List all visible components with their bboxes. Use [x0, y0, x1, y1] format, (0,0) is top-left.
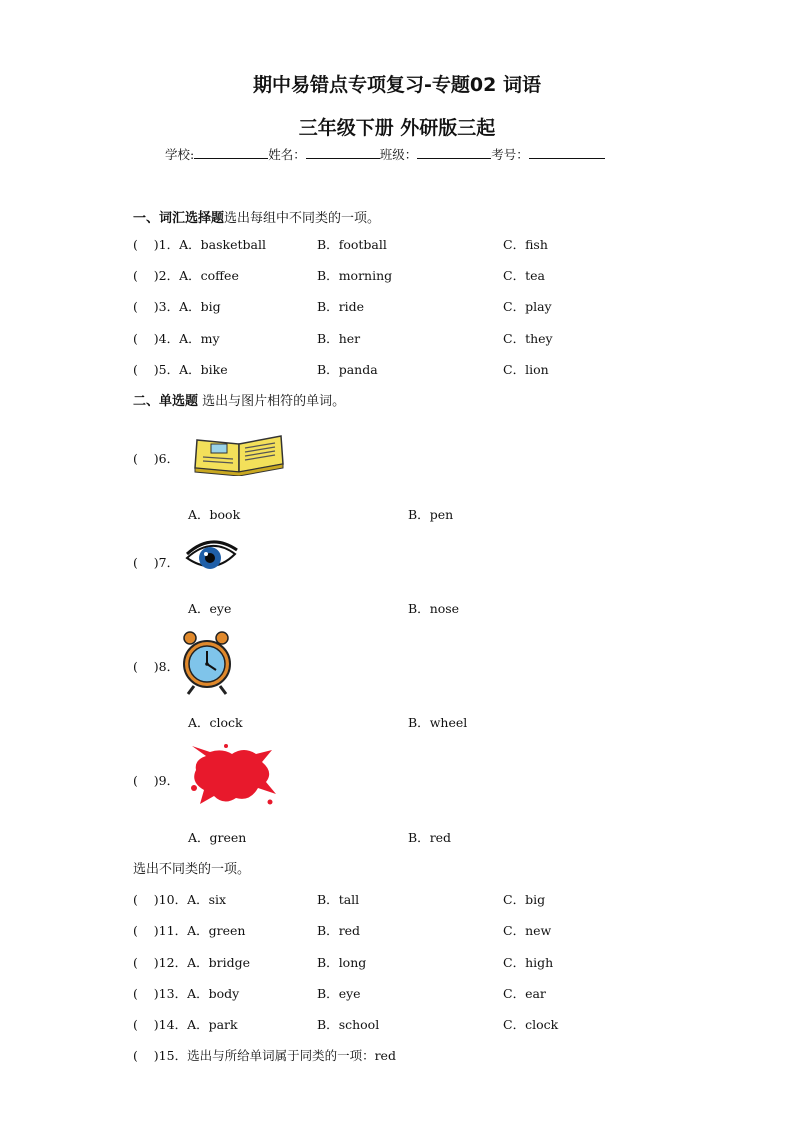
question-9: ( )9．	[133, 773, 180, 788]
question-6-option-a[interactable]: A．book	[188, 507, 241, 522]
question-12-option-b[interactable]: B．long	[317, 955, 367, 970]
question-10-option-b[interactable]: B．tall	[317, 892, 360, 907]
question-5: ( )5．A．bike	[133, 362, 228, 377]
question-13-option-b[interactable]: B．eye	[317, 986, 361, 1001]
question-1-option-c[interactable]: C．fish	[503, 237, 548, 252]
question-4-option-b[interactable]: B．her	[317, 331, 361, 346]
question-10-option-c[interactable]: C．big	[503, 892, 546, 907]
exam-no-field[interactable]	[529, 146, 605, 159]
question-4-option-c[interactable]: C．they	[503, 331, 553, 346]
question-8: ( )8．	[133, 659, 180, 674]
page-title: 期中易错点专项复习-专题02 词语	[253, 74, 541, 96]
question-2: ( )2．A．coffee	[133, 268, 239, 283]
question-7-option-b[interactable]: B．nose	[408, 601, 460, 616]
book-icon	[193, 430, 285, 476]
question-5-option-b[interactable]: B．panda	[317, 362, 378, 377]
name-label: 姓名：	[268, 147, 306, 162]
question-1: ( )1．A．basketball	[133, 237, 266, 252]
question-13-option-c[interactable]: C．ear	[503, 986, 546, 1001]
name-field[interactable]	[306, 146, 380, 159]
red-splash-icon	[186, 742, 278, 808]
question-7: ( )7．	[133, 555, 180, 570]
question-6-option-b[interactable]: B．pen	[408, 507, 454, 522]
question-5-option-c[interactable]: C．lion	[503, 362, 549, 377]
question-12-option-c[interactable]: C．high	[503, 955, 554, 970]
alarm-clock-icon	[180, 628, 234, 696]
class-field[interactable]	[417, 146, 491, 159]
question-6: ( )6．	[133, 451, 180, 466]
question-13: ( )13．A．body	[133, 986, 240, 1001]
question-14: ( )14．A．park	[133, 1017, 238, 1032]
question-9-option-a[interactable]: A．green	[188, 830, 247, 845]
question-15: ( )15．选出与所给单词属于同类的一项：red	[133, 1048, 396, 1063]
section-3-instruction: 选出不同类的一项。	[133, 862, 251, 877]
question-7-option-a[interactable]: A．eye	[188, 601, 232, 616]
question-1-option-b[interactable]: B．football	[317, 237, 387, 252]
question-2-option-c[interactable]: C．tea	[503, 268, 545, 283]
question-14-option-c[interactable]: C．clock	[503, 1017, 559, 1032]
section-1-heading: 一、词汇选择题选出每组中不同类的一项。	[133, 211, 381, 226]
eye-icon	[183, 538, 239, 576]
question-12: ( )12．A．bridge	[133, 955, 250, 970]
exam-no-label: 考号：	[491, 147, 529, 162]
question-8-option-b[interactable]: B．wheel	[408, 715, 468, 730]
question-14-option-b[interactable]: B．school	[317, 1017, 380, 1032]
student-info-line	[165, 145, 605, 163]
question-10: ( )10．A．six	[133, 892, 227, 907]
section-2-heading: 二、单选题 选出与图片相符的单词。	[133, 394, 346, 409]
question-9-option-b[interactable]: B．red	[408, 830, 452, 845]
question-3-option-b[interactable]: B．ride	[317, 299, 365, 314]
school-label: 学校:	[165, 147, 195, 162]
page-subtitle: 三年级下册 外研版三起	[298, 117, 496, 139]
question-4: ( )4．A．my	[133, 331, 220, 346]
class-label: 班级：	[379, 147, 418, 162]
question-11-option-b[interactable]: B．red	[317, 923, 361, 938]
question-11: ( )11．A．green	[133, 923, 246, 938]
question-11-option-c[interactable]: C．new	[503, 923, 552, 938]
question-3: ( )3．A．big	[133, 299, 221, 314]
question-8-option-a[interactable]: A．clock	[188, 715, 243, 730]
question-2-option-b[interactable]: B．morning	[317, 268, 393, 283]
question-3-option-c[interactable]: C．play	[503, 299, 552, 314]
school-field[interactable]	[194, 146, 268, 159]
